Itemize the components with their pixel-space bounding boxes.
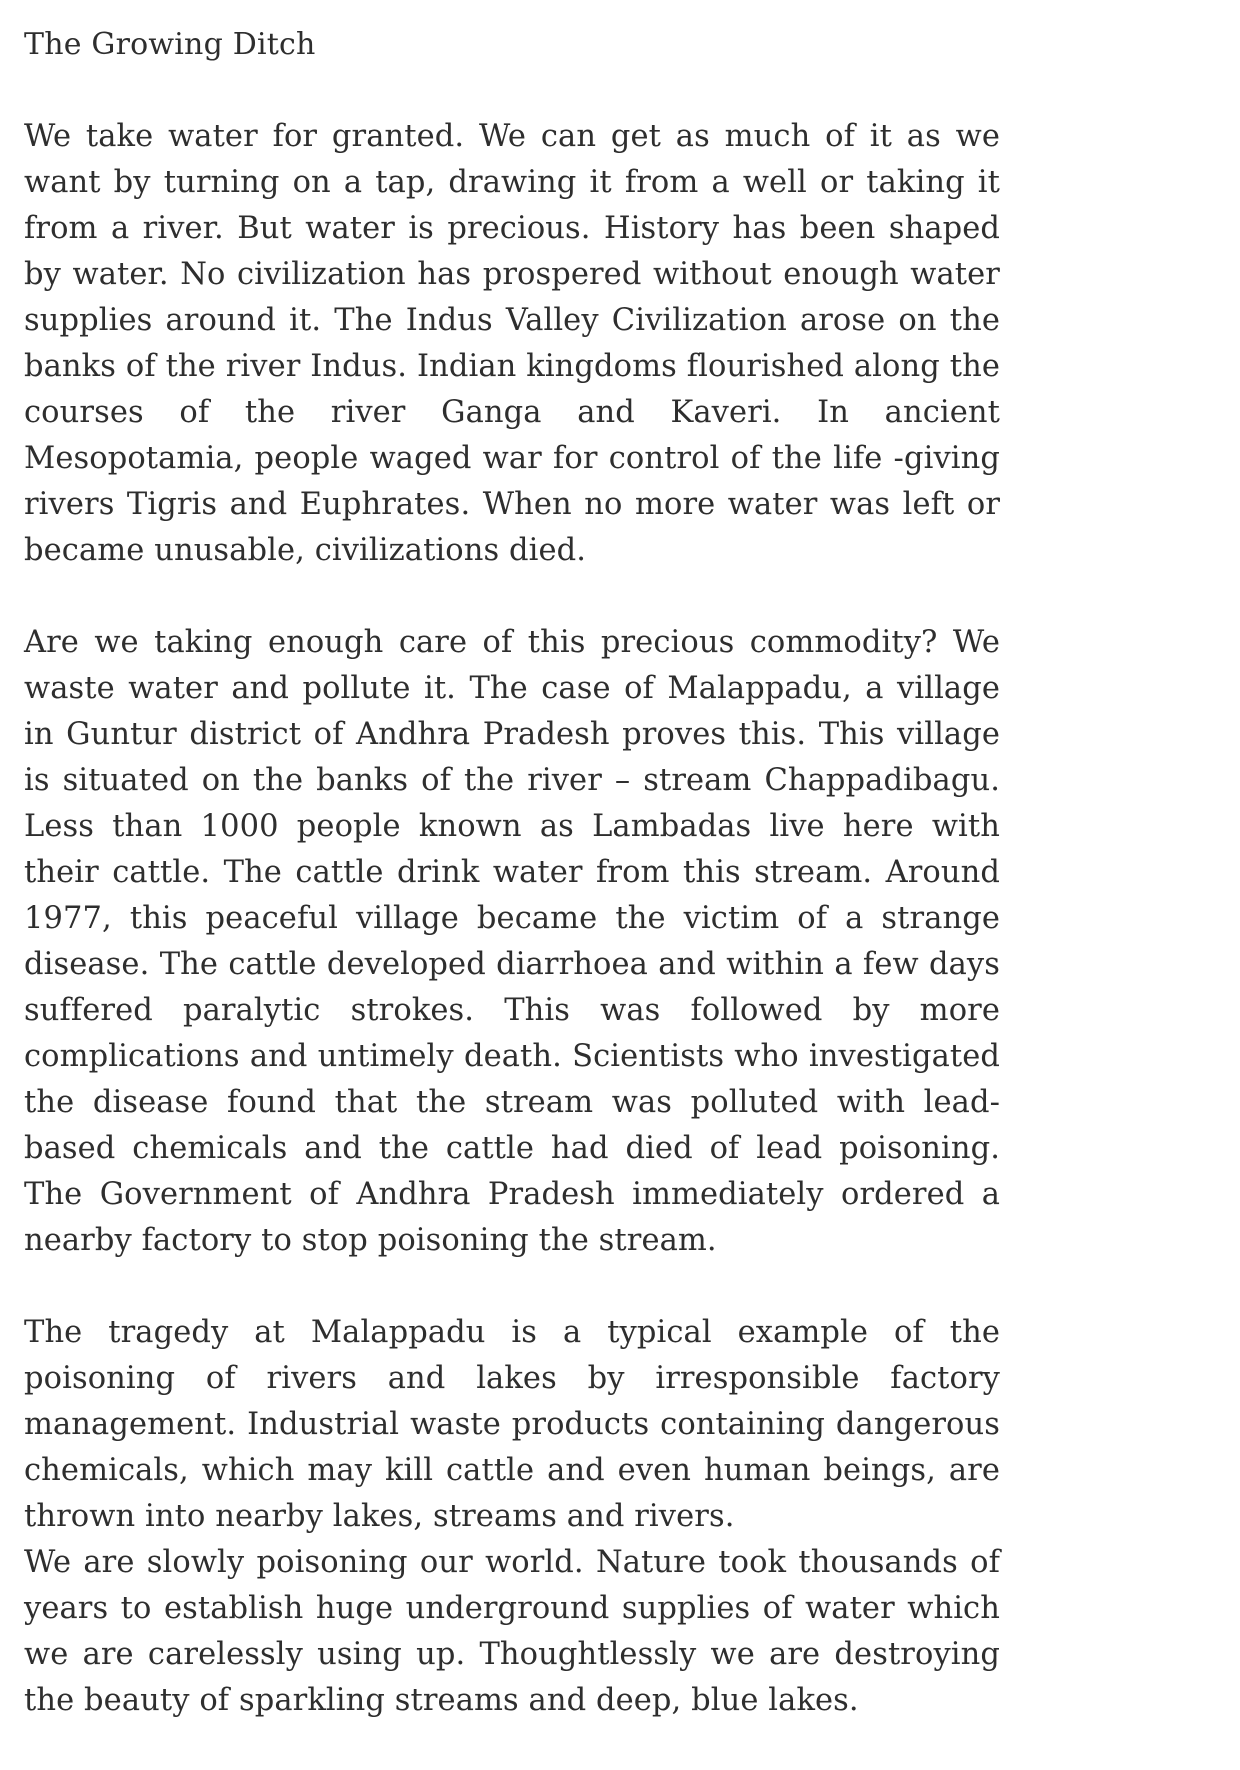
paragraph-3: The tragedy at Malappadu is a typical example of the poisoning of rivers and lakes by irresponsible factory management. Industrial waste products containing dangerous chemicals, which may kill cattle and even human beings, are thrown into nearby lakes, streams and rivers. bbox=[24, 1315, 1000, 1534]
paragraph-2: Are we taking enough care of this precious commodity? We waste water and pollute it. The case of Malappadu, a village in Guntur district of Andhra Pradesh proves this. This village is situated on the banks of the river – stream Chappadibagu. Less than 1000 people known as Lambadas live here with their cattle. The cattle drink water from this stream. Around 1977, this peaceful village became the victim of a strange disease. The cattle developed diarrhoea and within a few days suffered paralytic strokes. This was followed by more complications and untimely death. Scientists who investigated the disease found that the stream was polluted with lead-based chemicals and the cattle had died of lead poisoning. The Government of Andhra Pradesh immediately ordered a nearby factory to stop poisoning the stream. bbox=[24, 625, 1000, 1258]
document-page bbox=[24, 22, 1000, 1770]
paragraph-4: We are slowly poisoning our world. Nature took thousands of years to establish huge underground supplies of water which we are carelessly using up. Thoughtlessly we are destroying the beauty of sparkling streams and deep, blue lakes. bbox=[24, 1545, 1000, 1718]
paragraph-1: We take water for granted. We can get as much of it as we want by turning on a tap, drawing it from a well or taking it from a river. But water is precious. History has been shaped by water. No civilization has prospered without enough water supplies around it. The Indus Valley Civilization arose on the banks of the river Indus. Indian kingdoms flourished along the courses of the river Ganga and Kaveri. In ancient Mesopotamia, people waged war for control of the life -giving rivers Tigris and Euphrates. When no more water was left or became unusable, civilizations died. bbox=[24, 119, 1000, 568]
document-title: The Growing Ditch bbox=[24, 27, 316, 62]
